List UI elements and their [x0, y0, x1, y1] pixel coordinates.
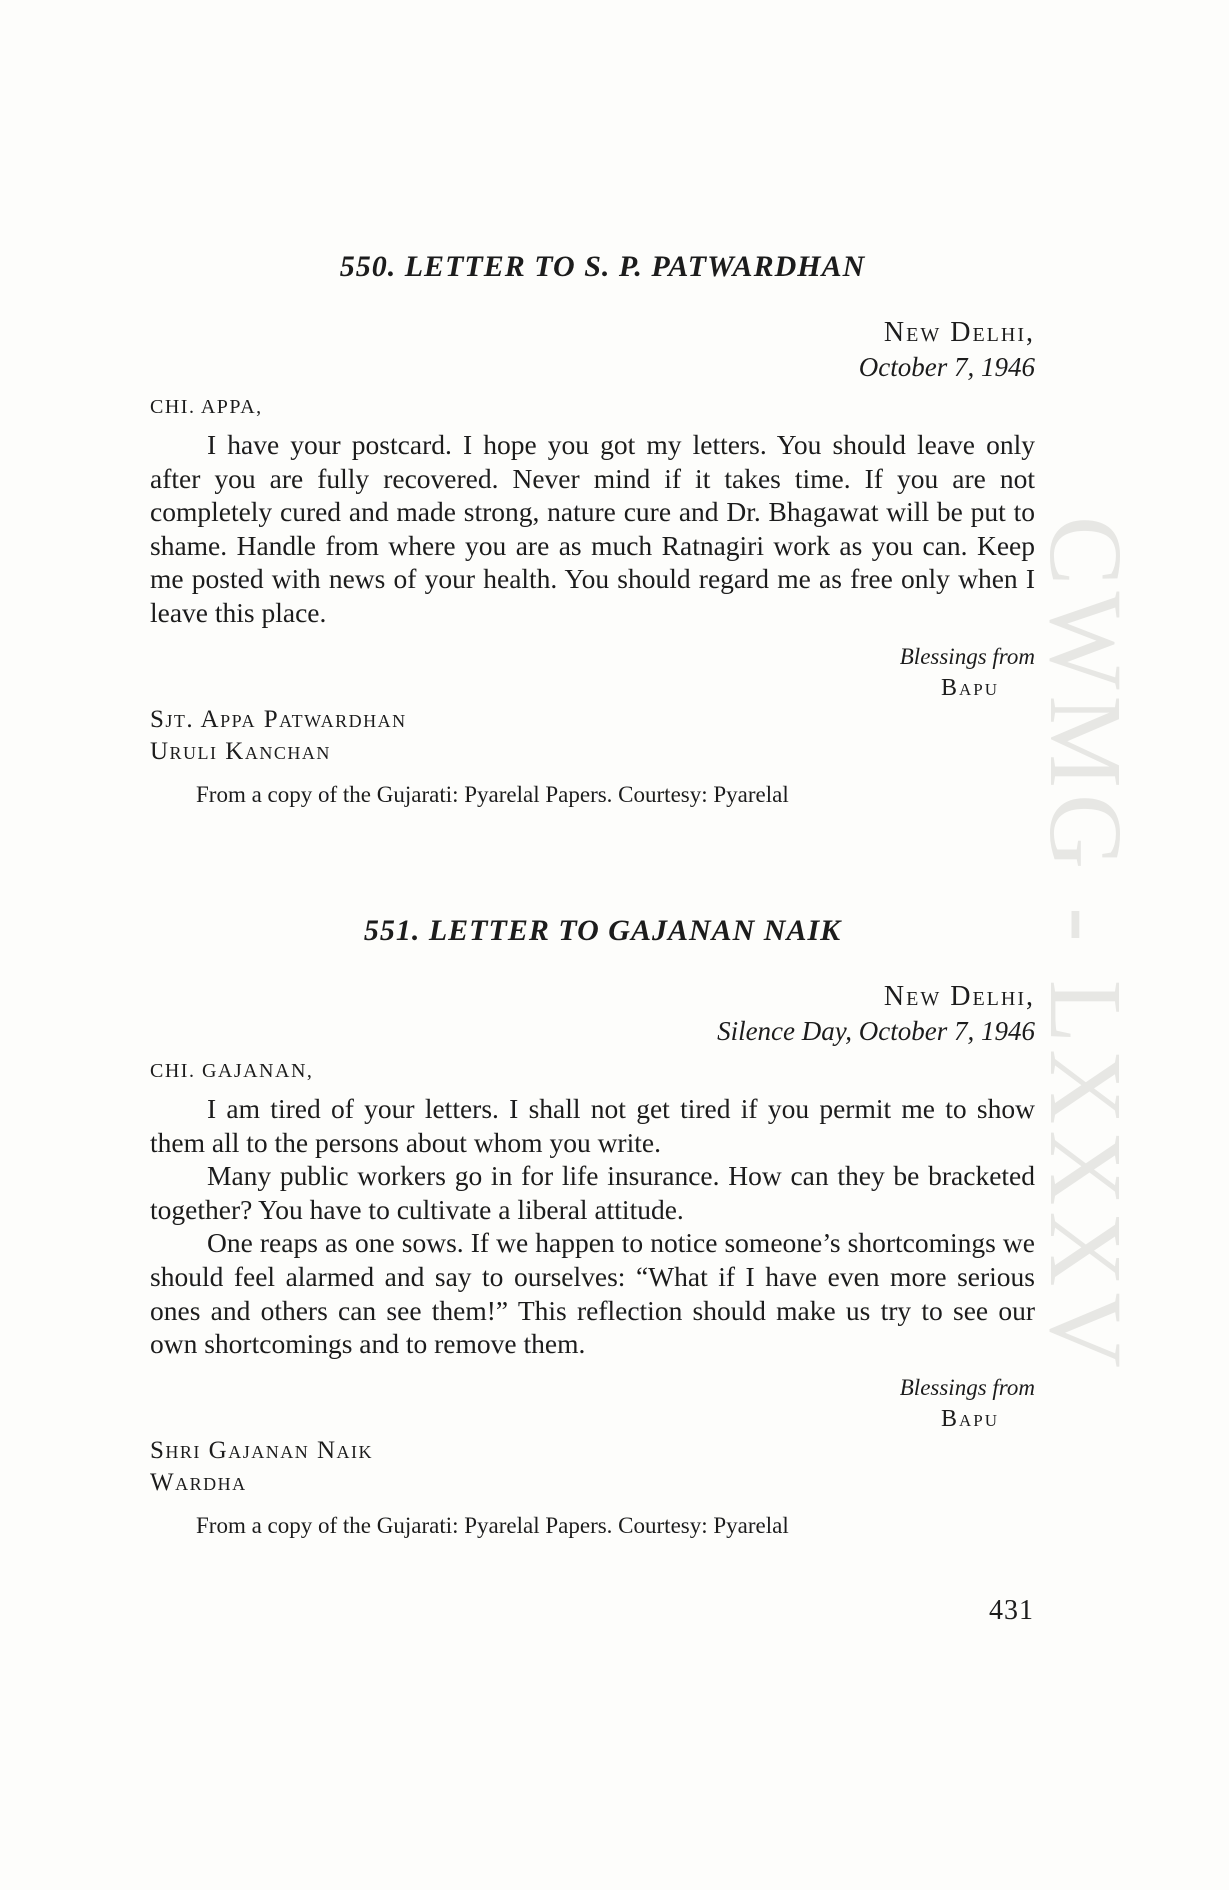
letter-source-note: From a copy of the Gujarati: Pyarelal Papers. Courtesy: Pyarelal — [196, 1512, 789, 1538]
letter-address-line: Wardha — [150, 1468, 247, 1496]
letter-address-line: Uruli Kanchan — [150, 737, 331, 765]
letter-title: 550. LETTER TO S. P. PATWARDHAN — [339, 250, 866, 283]
letter-title: 551. LETTER TO GAJANAN NAIK — [363, 914, 842, 947]
letter-signature: Bapu — [940, 674, 999, 701]
letter-paragraph: I have your postcard. I hope you got my letters. You should leave only after you are fully recovered. Never mind if it takes time. If you are not completely cured and made strong, nature cure and Dr. Bhagawat will be put to shame. Handle from where you are as much Ratnagiri work as you can. Keep me posted with news of your health. You should regard me as free only when I leave this place. — [150, 429, 1035, 628]
letter-salutation: CHI. GAJANAN, — [150, 1060, 314, 1082]
letter-551 — [150, 912, 1035, 1541]
letter-blessings: Blessings from — [899, 1374, 1035, 1400]
letter-paragraph: One reaps as one sows. If we happen to notice someone’s shortcomings we should feel alarmed and say to ourselves: “What if I have even more serious ones and others can see them!” This reflection should make us try to see our own shortcomings and to remove them. — [150, 1227, 1035, 1360]
letter-550 — [150, 248, 1035, 810]
letter-date: Silence Day, October 7, 1946 — [717, 1016, 1035, 1046]
page-number: 431 — [989, 1595, 1034, 1626]
letter-date: October 7, 1946 — [858, 352, 1035, 382]
letter-paragraph: I am tired of your letters. I shall not get tired if you permit me to show them all to the persons about whom you write. — [150, 1093, 1035, 1158]
letter-place: New Delhi, — [883, 317, 1035, 348]
watermark-text: CWMG - LXXXV — [1028, 516, 1143, 1374]
watermark — [1028, 375, 1143, 1515]
letter-salutation: CHI. APPA, — [150, 396, 263, 418]
letter-address-line: Sjt. Appa Patwardhan — [150, 705, 407, 733]
letter-address-line: Shri Gajanan Naik — [150, 1436, 374, 1464]
letter-place: New Delhi, — [883, 981, 1035, 1012]
letter-blessings: Blessings from — [899, 643, 1035, 669]
letter-paragraph: Many public workers go in for life insurance. How can they be bracketed together? You have to cultivate a liberal attitude. — [150, 1160, 1035, 1225]
letter-source-note: From a copy of the Gujarati: Pyarelal Papers. Courtesy: Pyarelal — [196, 781, 789, 807]
letter-signature: Bapu — [940, 1405, 999, 1432]
